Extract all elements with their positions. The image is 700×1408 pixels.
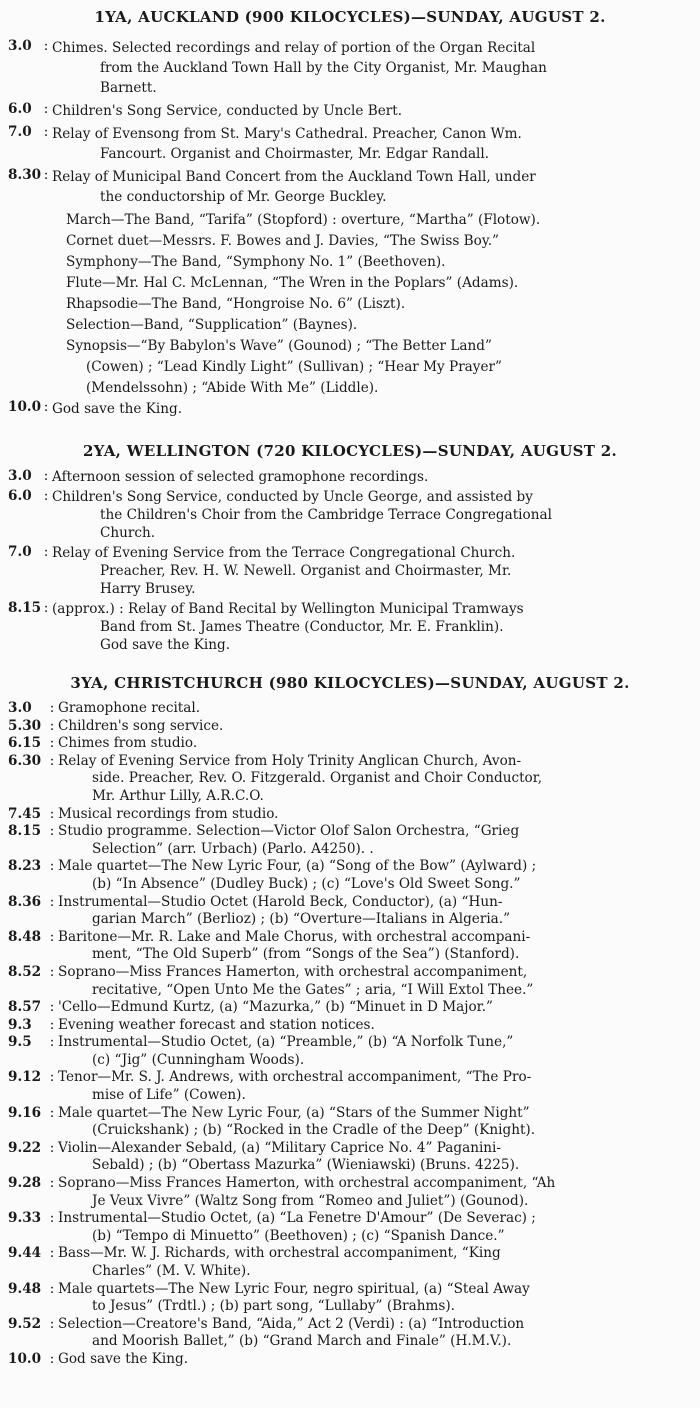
entry-time: 8.23 bbox=[8, 858, 42, 875]
time-separator: : bbox=[43, 167, 49, 183]
time-separator: : bbox=[49, 1210, 55, 1227]
entry-line: Male quartets—The New Lyric Four, negro spiritual, (a) “Steal Away bbox=[58, 1280, 530, 1297]
programme-item-line: Flute—Mr. Hal C. McLennan, “The Wren in the Poplars” (Adams). bbox=[66, 275, 519, 291]
entry-text bbox=[58, 1034, 513, 1069]
schedule-entry bbox=[8, 718, 692, 736]
entry-line: Je Veux Vivre” (Waltz Song from “Romeo and Juliet”) (Gounod). bbox=[92, 1192, 529, 1209]
entry-line: recitative, “Open Unto Me the Gates” ; aria, “I Will Extol Thee.” bbox=[92, 981, 534, 998]
entry-text bbox=[58, 894, 510, 929]
entry-text bbox=[52, 101, 402, 121]
station-header: 2YA, WELLINGTON (720 KILOCYCLES)—SUNDAY, AUGUST 2. bbox=[82, 442, 618, 460]
entry-text bbox=[58, 700, 200, 718]
schedule-entry bbox=[8, 488, 692, 542]
entry-text bbox=[58, 858, 536, 893]
entry-time: 7.0 bbox=[8, 544, 32, 560]
entry-line: Instrumental—Studio Octet, (a) “Preamble,” (b) “A Norfolk Tune,” bbox=[58, 1034, 514, 1051]
entry-text bbox=[58, 1017, 375, 1035]
entry-text bbox=[58, 1245, 501, 1280]
entry-line: 'Cello—Edmund Kurtz, (a) “Mazurka,” (b) “Minuet in D Major.” bbox=[58, 999, 493, 1016]
entry-text bbox=[58, 1069, 531, 1104]
entry-text bbox=[52, 167, 536, 207]
entry-line: Musical recordings from studio. bbox=[58, 805, 279, 822]
entry-line: Fancourt. Organist and Choirmaster, Mr. Edgar Randall. bbox=[100, 146, 490, 162]
entry-text bbox=[52, 124, 522, 164]
entry-line: Barnett. bbox=[100, 80, 157, 96]
entry-time: 9.22 bbox=[8, 1139, 42, 1156]
time-separator: : bbox=[49, 858, 55, 875]
programme-item-line: (Cowen) ; “Lead Kindly Light” (Sullivan) ; “Hear My Prayer” bbox=[86, 359, 502, 375]
entry-line: Relay of Evensong from St. Mary's Cathedral. Preacher, Canon Wm. bbox=[52, 126, 522, 142]
time-separator: : bbox=[49, 963, 55, 980]
entry-line: side. Preacher, Rev. O. Fitzgerald. Organist and Choir Conductor, bbox=[92, 770, 543, 787]
entry-text bbox=[52, 600, 524, 654]
entry-text bbox=[52, 468, 428, 486]
entry-line: Children's Song Service, conducted by Uncle Bert. bbox=[52, 103, 403, 119]
entry-line: Preacher, Rev. H. W. Newell. Organist and Choirmaster, Mr. bbox=[100, 563, 512, 579]
entry-line: God save the King. bbox=[100, 637, 231, 653]
entry-line: Children's Song Service, conducted by Uncle George, and assisted by bbox=[52, 489, 533, 505]
time-separator: : bbox=[49, 717, 55, 734]
entry-time: 6.30 bbox=[8, 752, 42, 769]
entry-time: 10.0 bbox=[8, 1350, 42, 1367]
entry-line: Soprano—Miss Frances Hamerton, with orchestral accompaniment, “Ah bbox=[58, 1175, 556, 1192]
entry-line: Relay of Evening Service from the Terrace Congregational Church. bbox=[52, 545, 516, 561]
programme-item-line: Cornet duet—Messrs. F. Bowes and J. Davies, “The Swiss Boy.” bbox=[66, 233, 499, 249]
schedule-entry bbox=[8, 964, 692, 999]
schedule-entry bbox=[8, 929, 692, 964]
time-separator: : bbox=[43, 38, 49, 54]
time-separator: : bbox=[49, 1315, 55, 1332]
entry-text bbox=[58, 1351, 188, 1369]
programme-item bbox=[8, 252, 692, 273]
schedule-entry bbox=[8, 806, 692, 824]
programme-item-line: March—The Band, “Tarifa” (Stopford) : overture, “Martha” (Flotow). bbox=[66, 212, 541, 228]
time-separator: : bbox=[43, 468, 49, 484]
time-separator: : bbox=[49, 1245, 55, 1262]
entry-time: 5.30 bbox=[8, 717, 42, 734]
time-separator: : bbox=[49, 1034, 55, 1051]
entry-text bbox=[58, 823, 519, 858]
schedule-entry bbox=[8, 1245, 692, 1280]
entry-text bbox=[58, 753, 542, 806]
schedule-entry bbox=[8, 1175, 692, 1210]
programme-item-line: Symphony—The Band, “Symphony No. 1” (Beethoven). bbox=[66, 254, 446, 270]
schedule-entry bbox=[8, 1105, 692, 1140]
entry-line: Bass—Mr. W. J. Richards, with orchestral accompaniment, “King bbox=[58, 1245, 501, 1262]
time-separator: : bbox=[43, 101, 49, 117]
entry-line: (Cruickshank) ; (b) “Rocked in the Cradle of the Deep” (Knight). bbox=[92, 1122, 536, 1139]
entry-time: 10.0 bbox=[8, 399, 42, 415]
schedule-entry bbox=[8, 700, 692, 718]
entry-text bbox=[58, 1140, 519, 1175]
entry-time: 6.0 bbox=[8, 488, 32, 504]
entry-line: Violin—Alexander Sebald, (a) “Military Caprice No. 4” Paganini- bbox=[58, 1139, 501, 1156]
time-separator: : bbox=[49, 1280, 55, 1297]
schedule-entry bbox=[8, 1140, 692, 1175]
station-section bbox=[0, 422, 700, 654]
time-separator: : bbox=[49, 999, 55, 1016]
entry-text bbox=[58, 964, 533, 999]
entry-time: 8.30 bbox=[8, 167, 42, 183]
entry-text bbox=[58, 735, 197, 753]
entry-time: 3.0 bbox=[8, 700, 32, 716]
entry-time: 9.48 bbox=[8, 1280, 42, 1297]
entry-line: the Children's Choir from the Cambridge Terrace Congregational bbox=[100, 507, 552, 523]
entry-line: (c) “Jig” (Cunningham Woods). bbox=[92, 1051, 305, 1068]
entry-line: Band from St. James Theatre (Conductor, Mr. E. Franklin). bbox=[100, 619, 504, 635]
entry-line: to Jesus” (Trdtl.) ; (b) part song, “Lullaby” (Brahms). bbox=[92, 1298, 455, 1315]
entry-line: Soprano—Miss Frances Hamerton, with orchestral accompaniment, bbox=[58, 963, 528, 980]
schedule-entry bbox=[8, 1069, 692, 1104]
station-section bbox=[0, 656, 700, 1369]
entry-time: 8.52 bbox=[8, 963, 42, 980]
entry-line: Mr. Arthur Lilly, A.R.C.O. bbox=[92, 787, 264, 804]
entry-text bbox=[58, 1281, 530, 1316]
entry-text bbox=[58, 1210, 536, 1245]
schedule-entry bbox=[8, 600, 692, 654]
entry-time: 9.28 bbox=[8, 1175, 42, 1192]
entry-text bbox=[58, 806, 278, 824]
schedule-entry bbox=[8, 999, 692, 1017]
time-separator: : bbox=[49, 805, 55, 822]
entry-line: Gramophone recital. bbox=[58, 700, 201, 716]
entry-line: Relay of Evening Service from Holy Trinity Anglican Church, Avon- bbox=[58, 752, 522, 769]
entry-line: from the Auckland Town Hall by the City Organist, Mr. Maughan bbox=[100, 60, 547, 76]
entry-text bbox=[52, 544, 515, 598]
entry-line: Instrumental—Studio Octet, (a) “La Fenetre D'Amour” (De Severac) ; bbox=[58, 1210, 536, 1227]
time-separator: : bbox=[43, 124, 49, 140]
entry-time: 8.48 bbox=[8, 928, 42, 945]
entry-line: Chimes from studio. bbox=[58, 735, 198, 752]
time-separator: : bbox=[43, 399, 49, 415]
entry-line: Selection—Creatore's Band, “Aida,” Act 2 (Verdi) : (a) “Introduction bbox=[58, 1315, 525, 1332]
schedule-entry bbox=[8, 38, 692, 98]
time-separator: : bbox=[43, 600, 49, 616]
entry-time: 8.36 bbox=[8, 893, 42, 910]
programme-item-line: Rhapsodie—The Band, “Hongroise No. 6” (Liszt). bbox=[66, 296, 406, 312]
schedule-entry bbox=[8, 1017, 692, 1035]
entry-time: 9.5 bbox=[8, 1034, 32, 1051]
time-separator: : bbox=[43, 544, 49, 560]
entry-line: Church. bbox=[100, 525, 156, 541]
entry-line: Afternoon session of selected gramophone recordings. bbox=[52, 469, 429, 485]
time-separator: : bbox=[49, 1139, 55, 1156]
time-separator: : bbox=[49, 1016, 55, 1033]
station-header: 1YA, AUCKLAND (900 KILOCYCLES)—SUNDAY, AUGUST 2. bbox=[94, 8, 606, 26]
programme-item-line: Selection—Band, “Supplication” (Baynes). bbox=[66, 317, 358, 333]
entry-time: 9.33 bbox=[8, 1210, 42, 1227]
entry-line: Relay of Municipal Band Concert from the Auckland Town Hall, under bbox=[52, 169, 536, 185]
time-separator: : bbox=[49, 1069, 55, 1086]
entry-line: the conductorship of Mr. George Buckley. bbox=[100, 189, 387, 205]
entry-line: Sebald) ; (b) “Obertass Mazurka” (Wieniawski) (Bruns. 4225). bbox=[92, 1157, 520, 1174]
entry-line: (b) “In Absence” (Dudley Buck) ; (c) “Love's Old Sweet Song.” bbox=[92, 875, 521, 892]
entry-line: mise of Life” (Cowen). bbox=[92, 1087, 246, 1104]
time-separator: : bbox=[49, 752, 55, 769]
time-separator: : bbox=[49, 1350, 55, 1367]
station-section bbox=[0, 0, 700, 419]
schedule-entry bbox=[8, 167, 692, 207]
entry-time: 3.0 bbox=[8, 468, 32, 484]
programme-item-line: Synopsis—“By Babylon's Wave” (Gounod) ; “The Better Land” bbox=[66, 338, 492, 354]
entry-text bbox=[58, 1316, 524, 1351]
time-separator: : bbox=[49, 1175, 55, 1192]
schedule-entry bbox=[8, 823, 692, 858]
entry-line: and Moorish Ballet,” (b) “Grand March and Finale” (H.M.V.). bbox=[92, 1333, 512, 1350]
programme-item bbox=[8, 294, 692, 315]
time-separator: : bbox=[49, 735, 55, 752]
entry-time: 6.0 bbox=[8, 101, 32, 117]
schedule-entry bbox=[8, 1210, 692, 1245]
entry-text bbox=[58, 1175, 555, 1210]
schedule-entry bbox=[8, 1034, 692, 1069]
entry-time: 8.15 bbox=[8, 600, 42, 616]
time-separator: : bbox=[49, 893, 55, 910]
entry-text bbox=[58, 718, 223, 736]
schedule-entry bbox=[8, 544, 692, 598]
station-header: 3YA, CHRISTCHURCH (980 KILOCYCLES)—SUNDAY, AUGUST 2. bbox=[70, 674, 630, 692]
entry-line: ment, “The Old Superb” (from “Songs of the Sea”) (Stanford). bbox=[92, 946, 520, 963]
entry-line: Selection” (arr. Urbach) (Parlo. A4250). . bbox=[92, 840, 374, 857]
schedule-entry bbox=[8, 1281, 692, 1316]
entry-time: 9.16 bbox=[8, 1104, 42, 1121]
entry-text bbox=[58, 929, 530, 964]
entry-line: (approx.) : Relay of Band Recital by Wellington Municipal Tramways bbox=[52, 601, 524, 617]
schedule-entry bbox=[8, 101, 692, 121]
entry-line: Evening weather forecast and station notices. bbox=[58, 1016, 375, 1033]
schedule-entry bbox=[8, 735, 692, 753]
entry-line: Charles” (M. V. White). bbox=[92, 1263, 251, 1279]
schedule-entry bbox=[8, 858, 692, 893]
schedule-entry bbox=[8, 1351, 692, 1369]
entry-line: Instrumental—Studio Octet (Harold Beck, Conductor), (a) “Hun- bbox=[58, 893, 503, 910]
entry-time: 9.44 bbox=[8, 1245, 42, 1262]
entry-time: 9.3 bbox=[8, 1016, 32, 1033]
entry-text bbox=[52, 38, 547, 98]
entry-text bbox=[58, 999, 493, 1017]
entry-line: (b) “Tempo di Minuetto” (Beethoven) ; (c) “Spanish Dance.” bbox=[92, 1227, 505, 1244]
time-separator: : bbox=[49, 823, 55, 840]
entry-time: 3.0 bbox=[8, 38, 32, 54]
entry-time: 8.57 bbox=[8, 999, 42, 1016]
schedule-entry bbox=[8, 753, 692, 806]
entry-time: 7.45 bbox=[8, 805, 42, 822]
entry-time: 9.12 bbox=[8, 1069, 42, 1086]
entry-line: Baritone—Mr. R. Lake and Male Chorus, with orchestral accompani- bbox=[58, 928, 531, 945]
time-separator: : bbox=[49, 928, 55, 945]
programme-item-line: (Mendelssohn) ; “Abide With Me” (Liddle). bbox=[86, 380, 379, 396]
schedule-entry bbox=[8, 1316, 692, 1351]
programme-item bbox=[8, 210, 692, 231]
programme-item bbox=[8, 336, 692, 399]
schedule-entry bbox=[8, 399, 692, 419]
schedule-entry bbox=[8, 468, 692, 486]
programme-item bbox=[8, 273, 692, 294]
entry-line: Children's song service. bbox=[58, 717, 224, 734]
entry-line: Male quartet—The New Lyric Four, (a) “Song of the Bow” (Aylward) ; bbox=[58, 858, 537, 875]
entry-text bbox=[52, 488, 552, 542]
entry-text bbox=[52, 399, 182, 419]
programme-item bbox=[8, 231, 692, 252]
entry-line: garian March” (Berlioz) ; (b) “Overture—Italians in Algeria.” bbox=[92, 911, 511, 928]
entry-line: God save the King. bbox=[58, 1350, 189, 1367]
entry-line: Male quartet—The New Lyric Four, (a) “Stars of the Summer Night” bbox=[58, 1104, 530, 1121]
entry-time: 7.0 bbox=[8, 124, 32, 140]
entry-line: Studio programme. Selection—Victor Olof Salon Orchestra, “Grieg bbox=[58, 823, 520, 840]
entry-text bbox=[58, 1105, 535, 1140]
entry-time: 9.52 bbox=[8, 1315, 42, 1332]
entry-time: 8.15 bbox=[8, 823, 42, 840]
time-separator: : bbox=[49, 1104, 55, 1121]
time-separator: : bbox=[43, 488, 49, 504]
schedule-entry bbox=[8, 124, 692, 164]
entry-line: God save the King. bbox=[52, 401, 183, 417]
entry-line: Harry Brusey. bbox=[100, 581, 196, 597]
entry-line: Chimes. Selected recordings and relay of portion of the Organ Recital bbox=[52, 40, 536, 56]
schedule-entry bbox=[8, 894, 692, 929]
time-separator: : bbox=[49, 700, 55, 716]
entry-time: 6.15 bbox=[8, 735, 42, 752]
entry-line: Tenor—Mr. S. J. Andrews, with orchestral accompaniment, “The Pro- bbox=[58, 1069, 532, 1086]
programme-item bbox=[8, 315, 692, 336]
